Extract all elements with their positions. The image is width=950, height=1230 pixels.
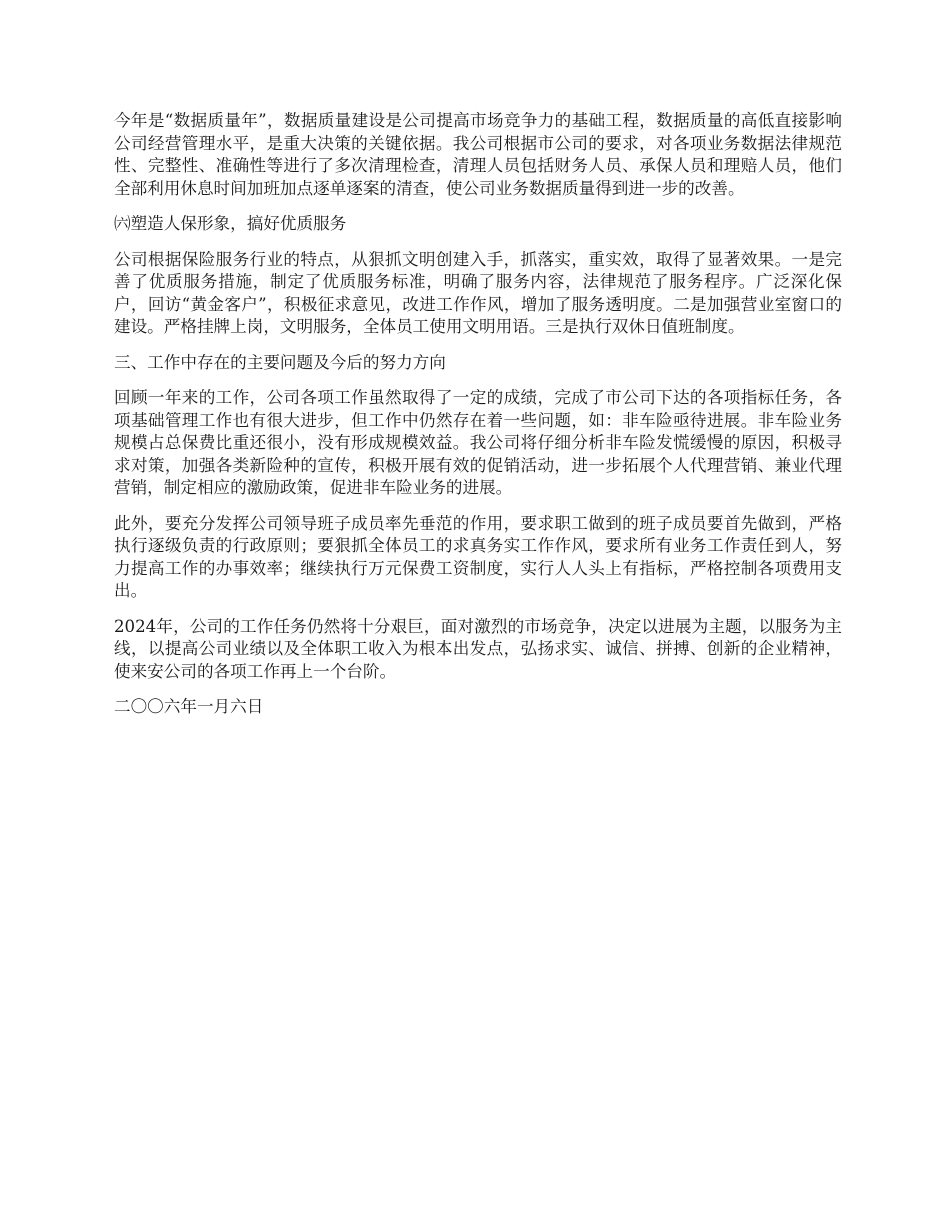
paragraph-leadership: 此外，要充分发挥公司领导班子成员率先垂范的作用，要求职工做到的班子成员要首先做到，严格执行逐级负责的行政原则；要狠抓全体员工的求真务实工作作风，要求所有业务工作责任到人，努力提高工作的办事效率；继续执行万元保费工资制度，实行人人头上有指标，严格控制各项费用支出。 [114, 513, 842, 600]
section-heading-problems: 三、工作中存在的主要问题及今后的努力方向 [114, 352, 446, 372]
document-date: 二〇〇六年一月六日 [114, 697, 264, 716]
section-heading-service: ㈥塑造人保形象，搞好优质服务 [114, 214, 347, 233]
paragraph-service: 公司根据保险服务行业的特点，从狠抓文明创建入手，抓落实，重实效，取得了显著效果。一是完善了优质服务措施，制定了优质服务标准，明确了服务内容，法律规范了服务程序。广泛深化保户，回访“黄金客户”，积极征求意见，改进工作作风，增加了服务透明度。二是加强营业室窗口的建设。严格挂牌上岗，文明服务，全体员工使用文明用语。三是执行双休日值班制度。 [114, 249, 842, 336]
paragraph-data-quality: 今年是“数据质量年”，数据质量建设是公司提高市场竞争力的基础工程，数据质量的高低直接影响公司经营管理水平，是重大决策的关键依据。我公司根据市公司的要求，对各项业务数据法律规范性、完整性、准确性等进行了多次清理检查，清理人员包括财务人员、承保人员和理赔人员，他们全部利用休息时间加班加点逐单逐案的清查，使公司业务数据质量得到进一步的改善。 [114, 111, 842, 198]
document-body [114, 110, 842, 732]
paragraph-outlook: 2024年，公司的工作任务仍然将十分艰巨，面对激烈的市场竞争，决定以进展为主题，以服务为主线，以提高公司业绩以及全体职工收入为根本出发点，弘扬求实、诚信、拼搏、创新的企业精神，使来安公司的各项工作再上一个台阶。 [114, 616, 842, 681]
paragraph-review: 回顾一年来的工作，公司各项工作虽然取得了一定的成绩，完成了市公司下达的各项指标任务，各项基础管理工作也有很大进步，但工作中仍然存在着一些问题，如：非车险亟待进展。非车险业务规模占总保费比重还很小，没有形成规模效益。我公司将仔细分析非车险发慌缓慢的原因，积极寻求对策，加强各类新险种的宣传，积极开展有效的促销活动，进一步拓展个人代理营销、兼业代理营销，制定相应的激励政策，促进非车险业务的进展。 [114, 388, 842, 497]
